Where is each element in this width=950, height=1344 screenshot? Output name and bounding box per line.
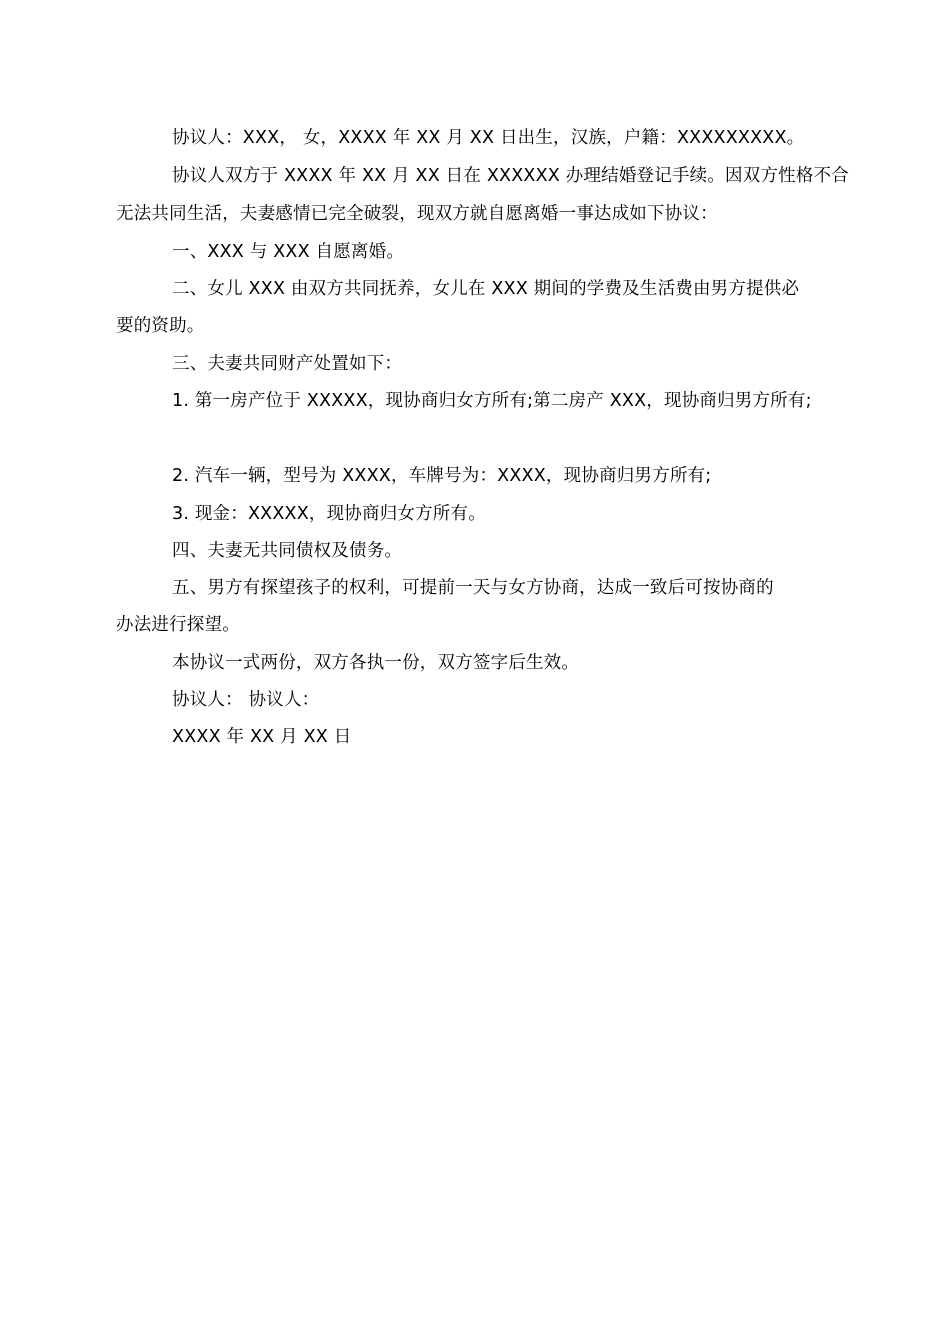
property-item-2: 2. 汽车一辆，型号为 XXXX，车牌号为：XXXX，现协商归男方所有; <box>172 466 712 486</box>
party-info-line: 协议人：XXX， 女，XXXX 年 XX 月 XX 日出生，汉族，户籍：XXXXXXXXX。 <box>172 128 805 148</box>
clause-two: 二、女儿 XXX 由双方共同抚养，女儿在 XXX 期间的学费及生活费由男方提供必 <box>172 279 800 299</box>
property-item-1: 1. 第一房产位于 XXXXX，现协商归女方所有;第二房产 XXX，现协商归男方所有; <box>172 391 812 411</box>
marriage-registration-line: 协议人双方于 XXXX 年 XX 月 XX 日在 XXXXXX 办理结婚登记手续。因双方性格不合 <box>172 166 849 186</box>
clause-five-cont: 办法进行探望。 <box>116 615 240 635</box>
clause-one: 一、XXX 与 XXX 自愿离婚。 <box>172 242 405 262</box>
clause-two-cont: 要的资助。 <box>116 316 205 336</box>
signature-line: 协议人： 协议人： <box>172 690 320 710</box>
copies-clause: 本协议一式两份，双方各执一份，双方签字后生效。 <box>172 653 580 673</box>
clause-four: 四、夫妻无共同债权及债务。 <box>172 541 403 561</box>
property-item-3: 3. 现金：XXXXX，现协商归女方所有。 <box>172 504 486 524</box>
date-line: XXXX 年 XX 月 XX 日 <box>172 727 352 747</box>
clause-five: 五、男方有探望孩子的权利，可提前一天与女方协商，达成一致后可按协商的 <box>172 578 774 598</box>
marriage-registration-line-cont: 无法共同生活，夫妻感情已完全破裂，现双方就自愿离婚一事达成如下协议： <box>116 204 718 224</box>
clause-three: 三、夫妻共同财产处置如下： <box>172 354 403 374</box>
